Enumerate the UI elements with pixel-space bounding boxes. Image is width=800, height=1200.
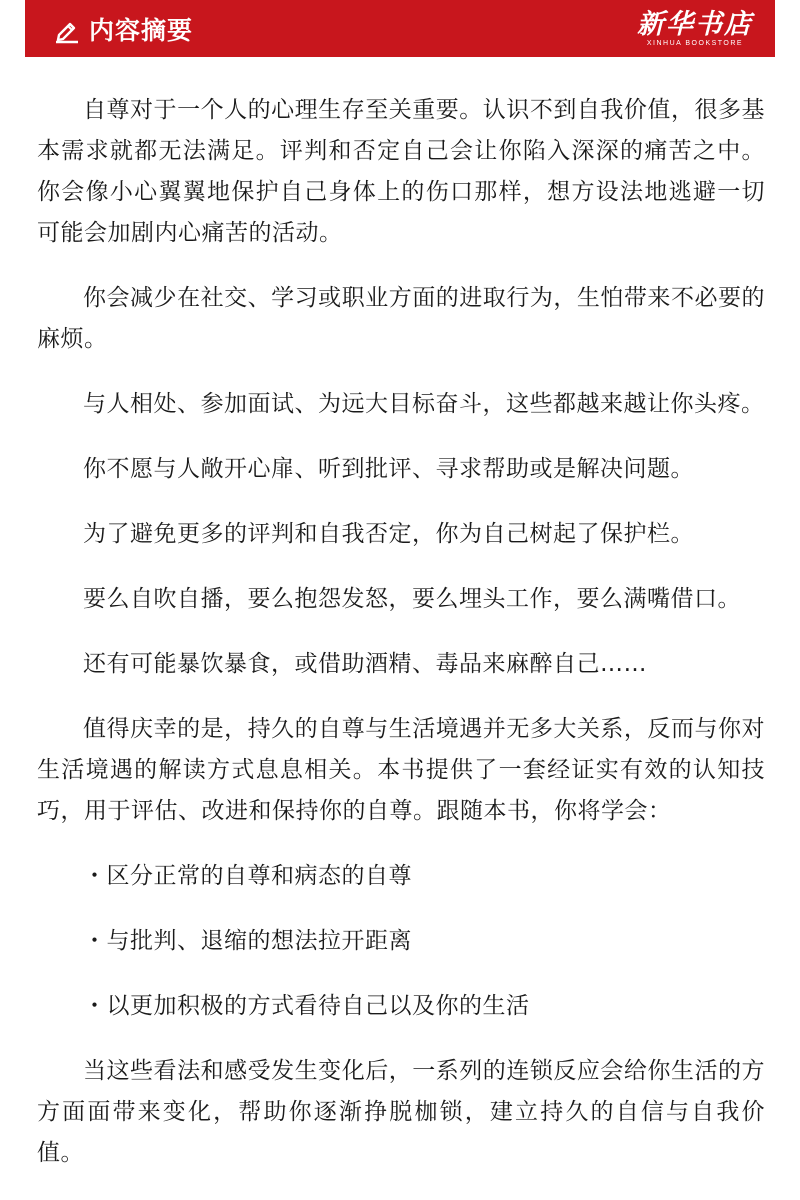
bullet-item: ・与批判、退缩的想法拉开距离 (83, 928, 412, 954)
paragraph: 你不愿与人敞开心扉、听到批评、寻求帮助或是解决问题。 (83, 456, 694, 482)
paragraph: 为了避免更多的评判和自我否定，你为自己树起了保护栏。 (83, 521, 694, 547)
closing-paragraph: 当这些看法和感受发生变化后，一系列的连锁反应会给你生活的方方面面带来变化，帮助你逐渐挣脱枷锁，建立持久的自信与自我价值。 (37, 1058, 765, 1166)
page-title: 内容摘要 (89, 15, 194, 45)
header-banner (25, 0, 775, 57)
paragraph: 值得庆幸的是，持久的自尊与生活境遇并无多大关系，反而与你对生活境遇的解读方式息息相关。本书提供了一套经证实有效的认知技巧，用于评估、改进和保持你的自尊。跟随本书，你将学会： (37, 716, 765, 824)
paragraph: 你会减少在社交、学习或职业方面的进取行为，生怕带来不必要的麻烦。 (37, 285, 765, 352)
paragraph: 还有可能暴饮暴食，或借助酒精、毒品来麻醉自己…… (83, 651, 647, 677)
paragraph: 自尊对于一个人的心理生存至关重要。认识不到自我价值，很多基本需求就都无法满足。评判和否定自己会让你陷入深深的痛苦之中。你会像小心翼翼地保护自己身体上的伤口那样，想方设法地逃避一切可能会加剧内心痛苦的活动。 (37, 97, 765, 246)
brand-logo-english: XINHUA BOOKSTORE (646, 40, 744, 47)
bullet-item: ・区分正常的自尊和病态的自尊 (83, 863, 412, 889)
summary-content (37, 90, 765, 1174)
paragraph: 与人相处、参加面试、为远大目标奋斗，这些都越来越让你头疼。 (83, 391, 765, 417)
header-left (51, 11, 193, 47)
brand-logo-chinese: 新华书店 (637, 9, 753, 40)
bullet-item: ・以更加积极的方式看待自己以及你的生活 (83, 993, 530, 1019)
paragraph: 要么自吹自播，要么抱怨发怒，要么埋头工作，要么满嘴借口。 (83, 586, 741, 612)
pencil-icon (51, 14, 81, 44)
brand-logo (637, 10, 753, 47)
